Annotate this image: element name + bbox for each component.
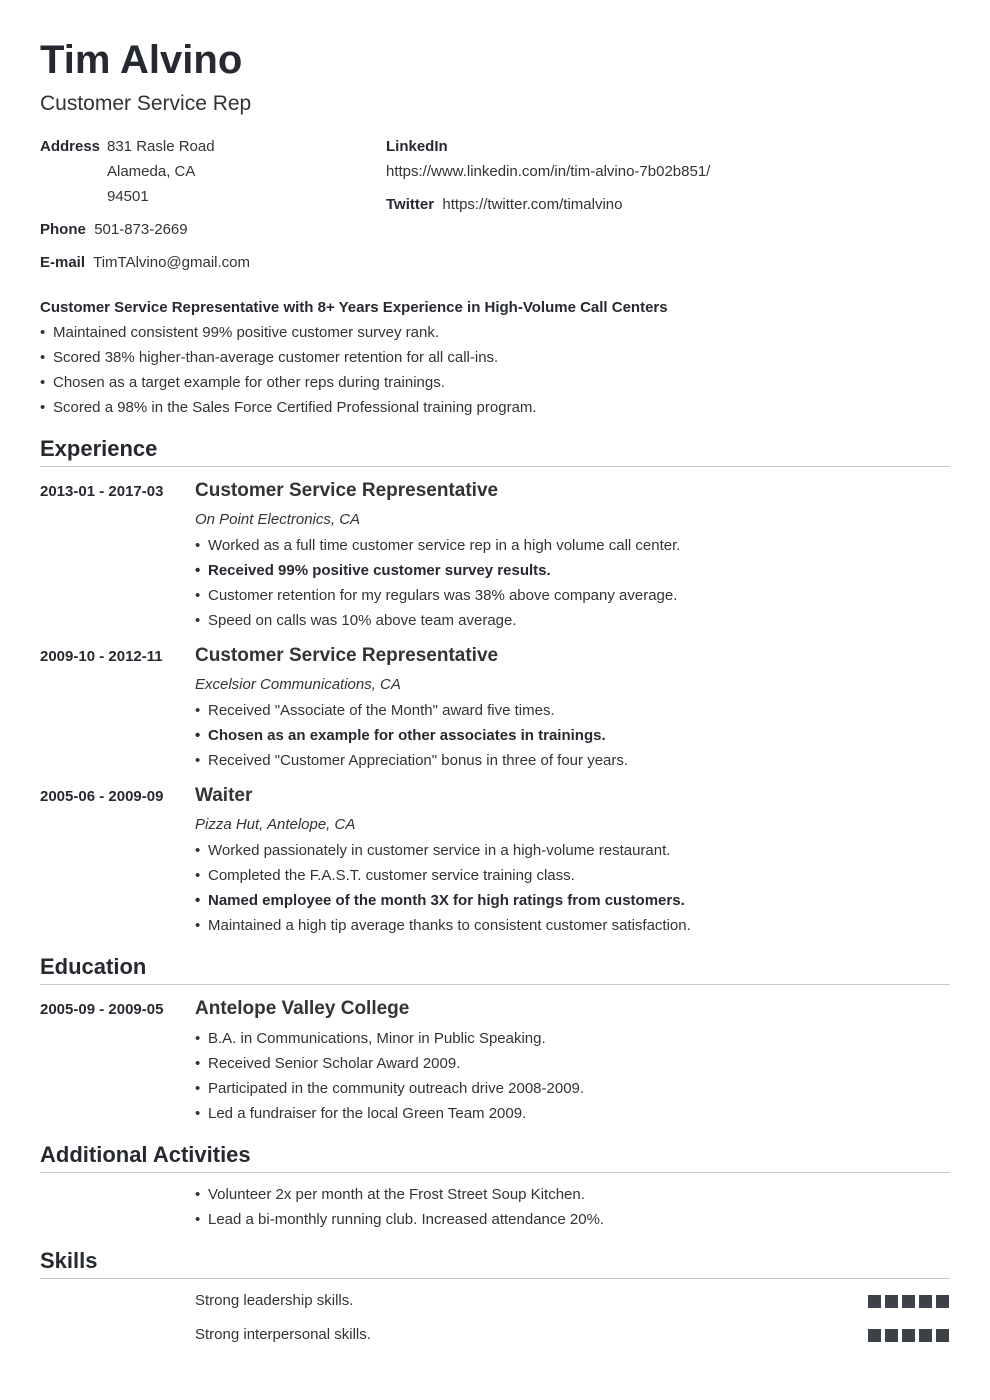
job-company: Excelsior Communications, CA — [195, 676, 401, 693]
rating-square — [936, 1329, 949, 1342]
skill-name: Strong leadership skills. — [195, 1292, 354, 1309]
address-line-3: 94501 — [107, 188, 149, 205]
rating-square — [868, 1329, 881, 1342]
job-title: Customer Service Representative — [195, 480, 499, 501]
education-bullets — [195, 1026, 584, 1126]
phone-value: 501-873-2669 — [94, 221, 188, 238]
linkedin-link[interactable]: https://www.linkedin.com/in/tim-alvino-7b02b851/ — [386, 163, 711, 180]
email-row — [40, 250, 250, 275]
summary-list — [40, 320, 537, 420]
list-item: • Scored 38% higher-than-average customer retention for all call-ins. — [40, 345, 537, 370]
address-block — [40, 134, 100, 159]
job-bullets — [195, 698, 628, 773]
skill-name: Strong interpersonal skills. — [195, 1326, 371, 1343]
address-line-1: 831 Rasle Road — [107, 138, 215, 155]
linkedin-label: LinkedIn — [386, 138, 448, 155]
list-item: • Scored a 98% in the Sales Force Certified Professional training program. — [40, 395, 537, 420]
school-name: Antelope Valley College — [195, 998, 410, 1019]
list-item: • Received "Associate of the Month" award five times. — [195, 698, 628, 723]
list-item: • Led a fundraiser for the local Green Team 2009. — [195, 1101, 584, 1126]
list-item: • Received "Customer Appreciation" bonus in three of four years. — [195, 748, 628, 773]
list-item: • Worked passionately in customer service in a high-volume restaurant. — [195, 838, 691, 863]
candidate-title: Customer Service Rep — [40, 92, 252, 115]
twitter-link[interactable]: https://twitter.com/timalvino — [442, 196, 623, 213]
list-item: • Chosen as an example for other associates in trainings. — [195, 723, 628, 748]
list-item: • Completed the F.A.S.T. customer service training class. — [195, 863, 691, 888]
education-heading: Education — [40, 953, 950, 985]
activities-heading: Additional Activities — [40, 1141, 950, 1173]
list-item: • B.A. in Communications, Minor in Public Speaking. — [195, 1026, 584, 1051]
linkedin-block — [386, 134, 710, 184]
list-item: • Worked as a full time customer service rep in a high volume call center. — [195, 533, 680, 558]
job-title: Waiter — [195, 785, 253, 806]
job-dates: 2009-10 - 2012-11 — [40, 648, 163, 665]
job-bullets — [195, 838, 691, 938]
list-item: • Received 99% positive customer survey results. — [195, 558, 680, 583]
job-dates: 2005-06 - 2009-09 — [40, 788, 164, 805]
list-item: • Named employee of the month 3X for high ratings from customers. — [195, 888, 691, 913]
list-item: • Customer retention for my regulars was 38% above company average. — [195, 583, 680, 608]
experience-heading: Experience — [40, 435, 950, 467]
rating-square — [936, 1295, 949, 1308]
job-company: Pizza Hut, Antelope, CA — [195, 816, 356, 833]
rating-square — [885, 1329, 898, 1342]
rating-square — [919, 1329, 932, 1342]
list-item: • Speed on calls was 10% above team average. — [195, 608, 680, 633]
job-bullets — [195, 533, 680, 633]
list-item: • Received Senior Scholar Award 2009. — [195, 1051, 584, 1076]
list-item: • Maintained consistent 99% positive customer survey rank. — [40, 320, 537, 345]
skills-heading: Skills — [40, 1247, 950, 1279]
phone-label: Phone — [40, 221, 86, 238]
candidate-name: Tim Alvino — [40, 38, 243, 82]
job-title: Customer Service Representative — [195, 645, 499, 666]
rating-square — [902, 1295, 915, 1308]
rating-square — [902, 1329, 915, 1342]
skill-rating — [868, 1329, 949, 1342]
summary-heading: Customer Service Representative with 8+ Years Experience in High-Volume Call Centers — [40, 299, 668, 316]
job-dates: 2013-01 - 2017-03 — [40, 483, 164, 500]
activities-list — [195, 1182, 604, 1232]
skill-rating — [868, 1295, 949, 1308]
address-line-2: Alameda, CA — [107, 163, 196, 180]
list-item: • Chosen as a target example for other reps during trainings. — [40, 370, 537, 395]
list-item: • Maintained a high tip average thanks to consistent customer satisfaction. — [195, 913, 691, 938]
list-item: • Lead a bi-monthly running club. Increased attendance 20%. — [195, 1207, 604, 1232]
twitter-label: Twitter — [386, 196, 435, 213]
rating-square — [868, 1295, 881, 1308]
education-dates: 2005-09 - 2009-05 — [40, 1001, 164, 1018]
rating-square — [919, 1295, 932, 1308]
address-lines — [107, 134, 215, 209]
rating-square — [885, 1295, 898, 1308]
email-label: E-mail — [40, 254, 86, 271]
list-item: • Volunteer 2x per month at the Frost Street Soup Kitchen. — [195, 1182, 604, 1207]
email-value[interactable]: TimTAlvino@gmail.com — [93, 254, 251, 271]
job-company: On Point Electronics, CA — [195, 511, 361, 528]
list-item: • Participated in the community outreach drive 2008-2009. — [195, 1076, 584, 1101]
twitter-row — [386, 192, 622, 217]
address-label: Address — [40, 138, 101, 155]
phone-row — [40, 217, 188, 242]
